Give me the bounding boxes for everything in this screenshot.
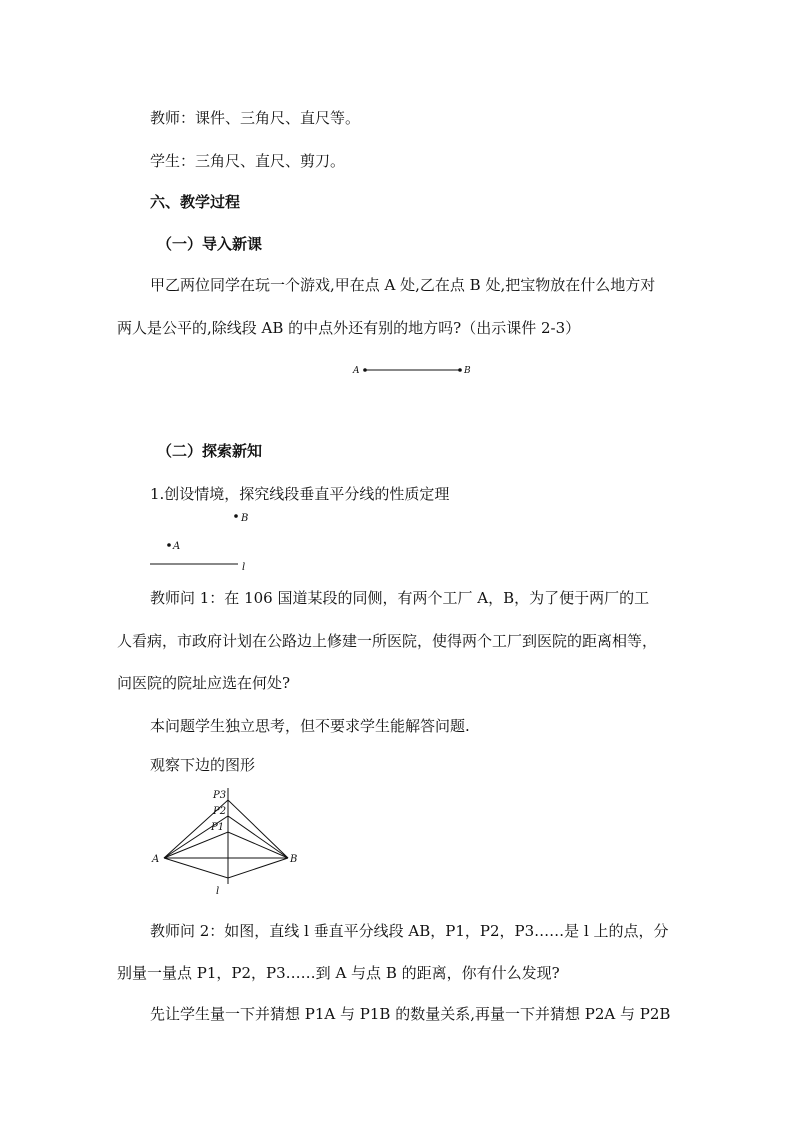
label-p2: P2 [213, 806, 227, 817]
question-2-line-1: 教师问 2：如图，直线 l 垂直平分线段 AB，P1，P2，P3……是 l 上的点，分 [150, 922, 669, 940]
label-a: A [353, 366, 360, 376]
label-a: A [173, 541, 181, 552]
point-a [167, 543, 171, 547]
question-1-line-3: 问医院的院址应选在何处? [117, 674, 291, 692]
question-1-line-2: 人看病，市政府计划在公路边上修建一所医院，使得两个工厂到医院的距离相等， [117, 632, 658, 650]
observe-text: 观察下边的图形 [150, 756, 256, 774]
point-b [234, 514, 238, 518]
question-2-line-2: 别量一量点 P1，P2，P3……到 A 与点 B 的距离，你有什么发现? [117, 964, 560, 982]
subsection-heading-intro: （一）导入新课 [157, 235, 263, 253]
label-l: l [242, 562, 246, 573]
label-a: A [152, 854, 160, 865]
label-b: B [241, 513, 249, 524]
item-1-title: 1.创设情境，探究线段垂直平分线的性质定理 [150, 485, 450, 503]
perpendicular-bisector-figure [148, 786, 308, 900]
question-1-line-1: 教师问 1：在 106 国道某段的同侧，有两个工厂 A，B，为了便于两厂的工 [150, 589, 650, 607]
point-a [363, 368, 367, 372]
teacher-materials: 教师：课件、三角尺、直尺等。 [150, 109, 361, 127]
section-heading: 六、教学过程 [150, 193, 241, 211]
lines-p2 [164, 816, 288, 858]
label-p3: P3 [213, 790, 227, 801]
label-l: l [216, 886, 220, 897]
note-text: 本问题学生独立思考，但不要求学生能解答问题. [150, 717, 470, 735]
intro-paragraph-line-1: 甲乙两位同学在玩一个游戏,甲在点 A 处,乙在点 B 处,把宝物放在什么地方对 [150, 276, 656, 294]
segment-ab-figure [345, 360, 475, 382]
intro-paragraph-line-2: 两人是公平的,除线段 AB 的中点外还有别的地方吗?（出示课件 2-3） [117, 319, 581, 337]
road-factories-figure [148, 508, 258, 574]
label-p1: P1 [211, 822, 225, 833]
question-2-line-3: 先让学生量一下并猜想 P1A 与 P1B 的数量关系,再量一下并猜想 P2A 与 P2B [150, 1005, 671, 1023]
student-materials: 学生：三角尺、直尺、剪刀。 [150, 152, 346, 170]
label-b: B [290, 854, 298, 865]
lines-bottom [164, 858, 288, 878]
subsection-heading-explore: （二）探索新知 [157, 442, 263, 460]
label-b: B [464, 366, 471, 376]
point-b [458, 368, 462, 372]
